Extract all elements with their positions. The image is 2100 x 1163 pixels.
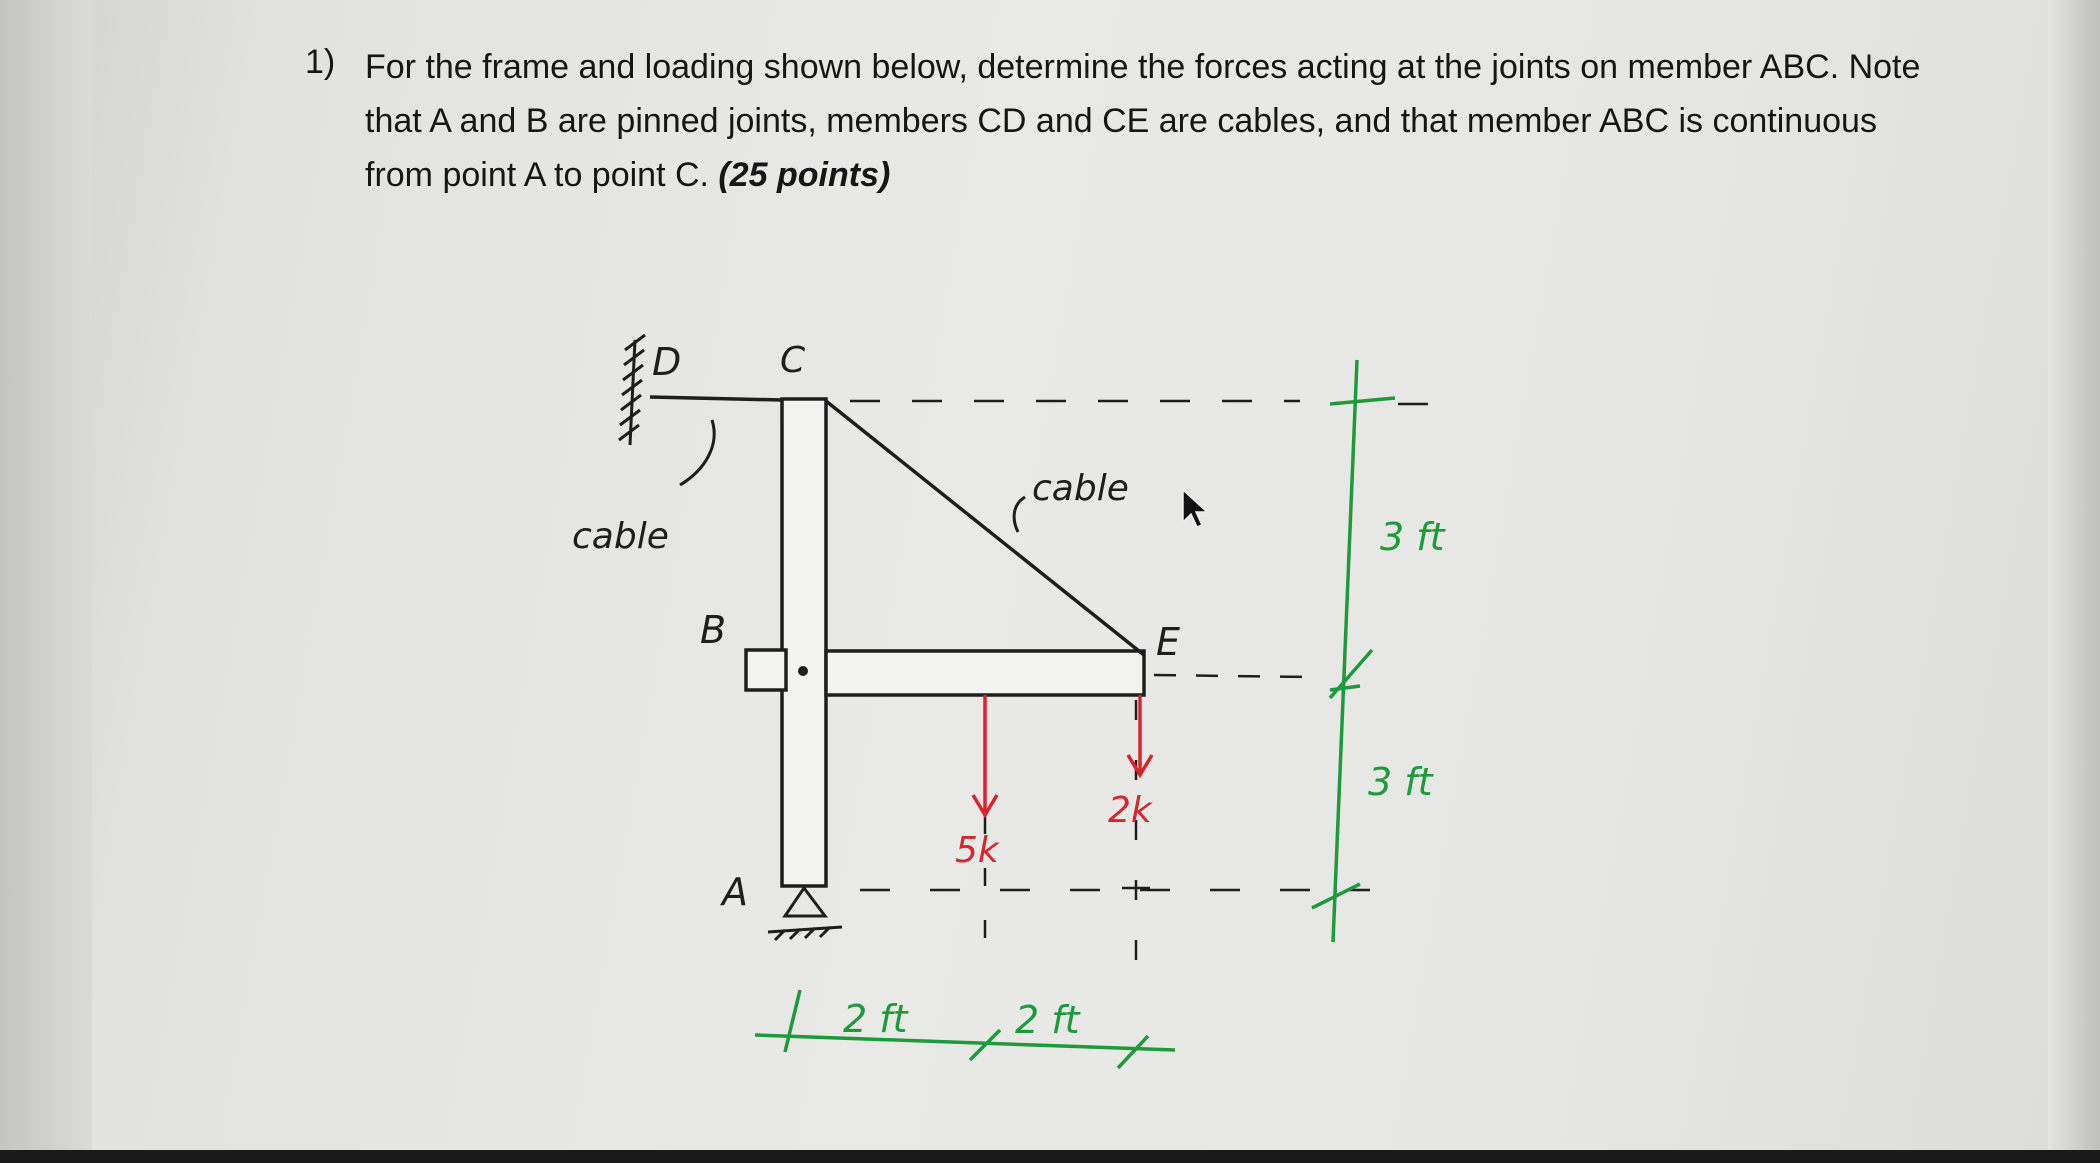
mouse-cursor-icon <box>1183 490 1207 527</box>
question-body: For the frame and loading shown below, determine the forces acting at the joints on member ABC. Note that A and B are pinned joints, members CD and CE are cables, and that member ABC is continuous from point A to point C. <box>365 48 1921 194</box>
label-b: B <box>700 608 727 652</box>
dim-horizontal-left-label: 2 ft <box>843 997 908 1041</box>
vertical-dimension <box>1312 360 1395 942</box>
label-e: E <box>1156 620 1181 664</box>
load-2k <box>1128 695 1152 775</box>
label-a: A <box>722 870 748 914</box>
load-2k-label: 2k <box>1108 790 1152 831</box>
load-5k <box>973 695 997 815</box>
label-c: C <box>780 340 806 381</box>
dim-horizontal-right-label: 2 ft <box>1015 998 1080 1042</box>
question-number: 1) <box>305 43 336 81</box>
cable-ce-leader <box>1014 497 1025 532</box>
wall-support-d <box>619 335 645 445</box>
label-d: D <box>652 340 682 384</box>
cable-label-left: cable <box>572 516 669 557</box>
horizontal-dimension <box>755 990 1175 1068</box>
member-be <box>826 651 1144 695</box>
cable-cd-leader <box>680 420 714 485</box>
question-points: (25 points) <box>718 156 891 194</box>
cable-label-right: cable <box>1032 468 1129 509</box>
pin-b-bracket <box>746 650 786 690</box>
cable-ce <box>826 401 1144 655</box>
pin-support-a <box>768 888 842 940</box>
dim-vertical-lower-label: 3 ft <box>1368 760 1433 804</box>
member-abc <box>782 399 826 886</box>
pin-b <box>798 666 808 676</box>
cable-cd <box>650 397 782 400</box>
dim-vertical-upper-label: 3 ft <box>1380 515 1445 559</box>
load-5k-label: 5k <box>955 830 999 871</box>
